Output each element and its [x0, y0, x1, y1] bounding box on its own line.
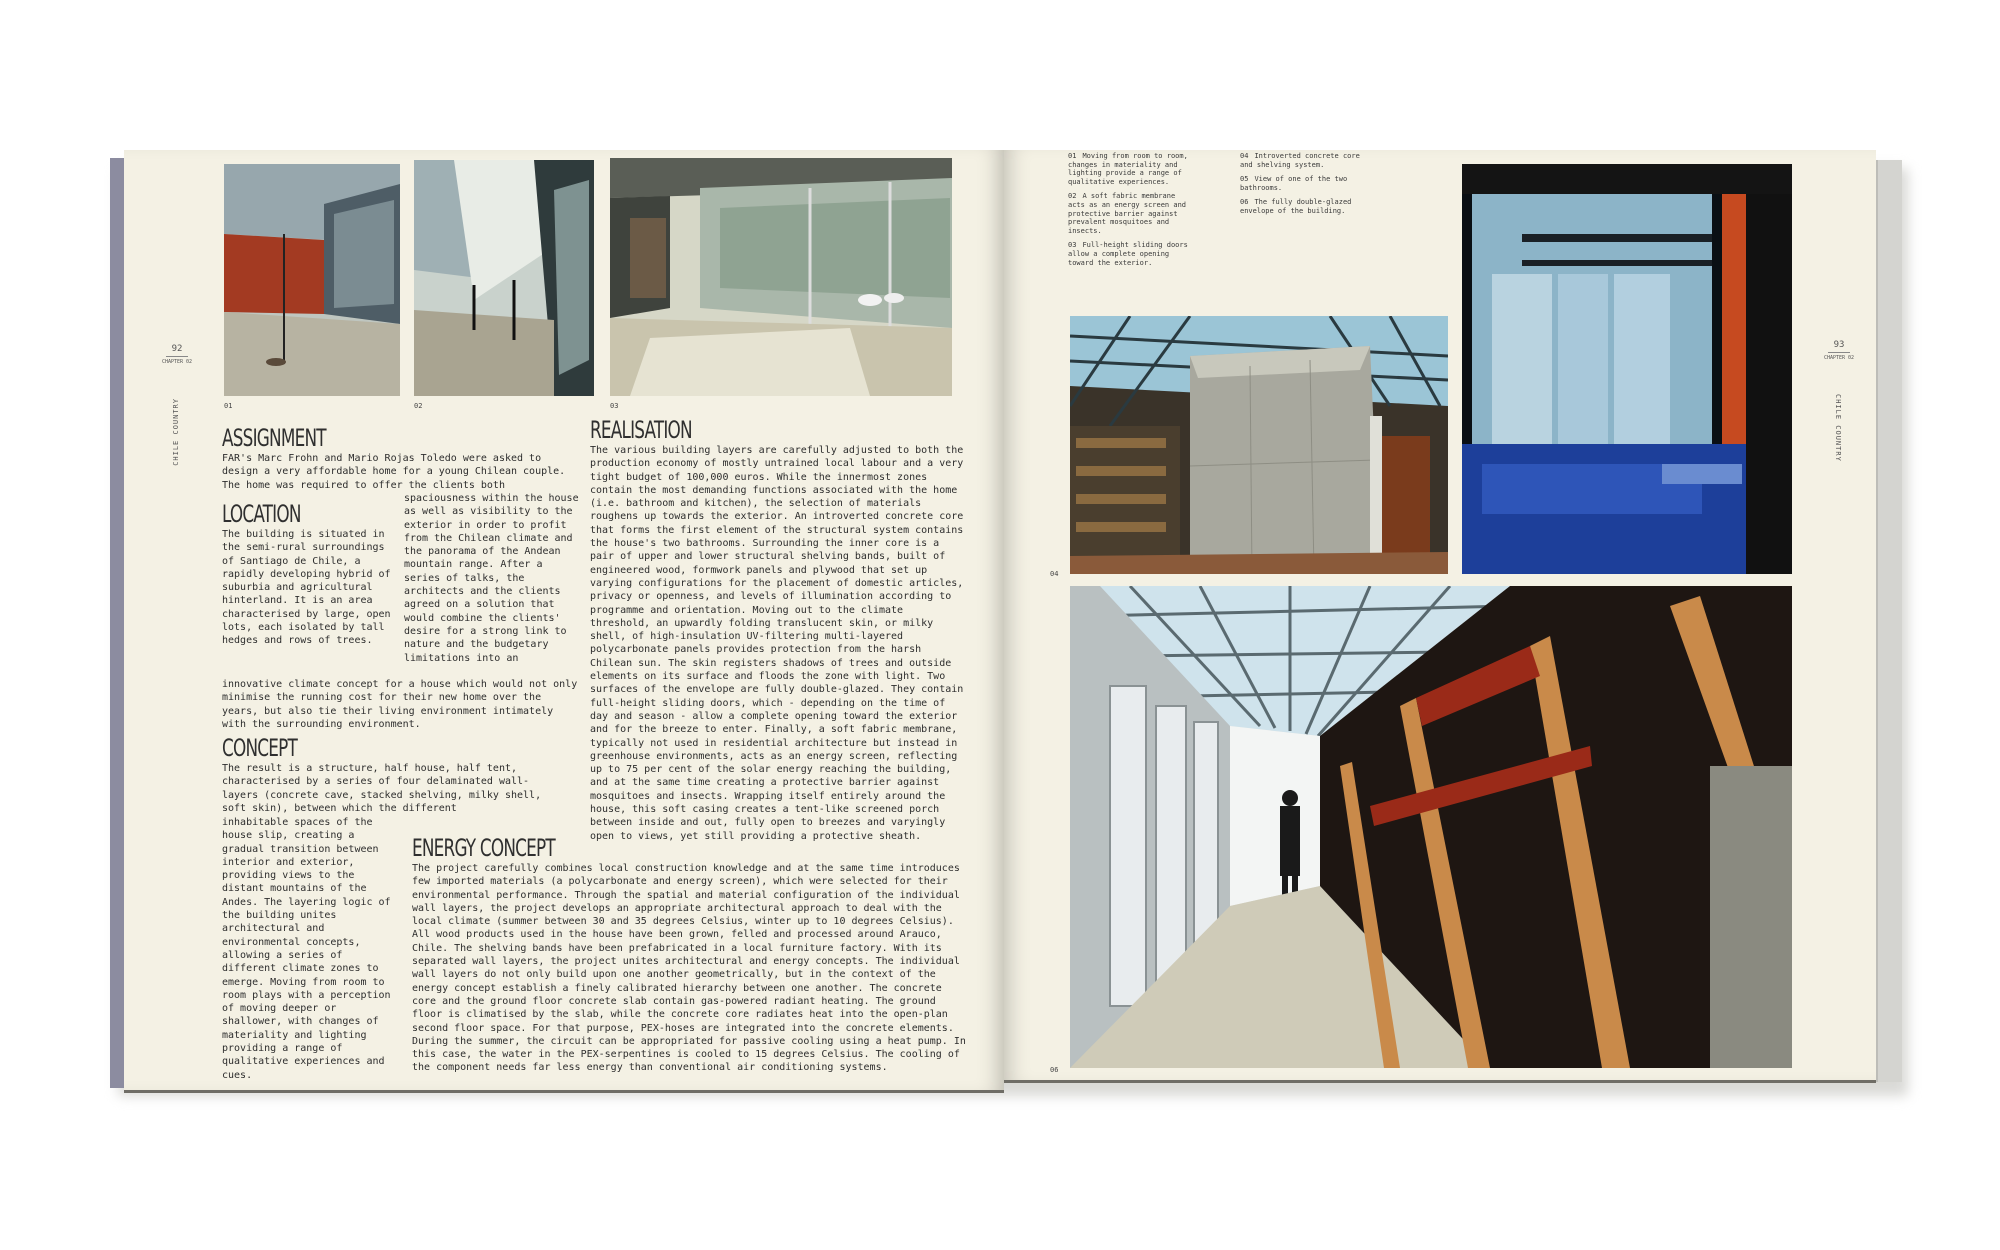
location-text: The building is situated in the semi-rural surroundings of Santiago de Chile, a rapidly developing hybrid of suburbia and agricultural hinterland. It is an area characterised by large, open lots, each isolated by tall hedges and rows of trees.: [222, 529, 391, 647]
heading-concept: CONCEPT: [222, 734, 298, 762]
location-continuation: innovative climate concept for a house which would not only minimise the running cost for their new home over the years, but also tie their living environment intimately with the surrounding environment.: [222, 679, 578, 730]
location-right-text: spaciousness within the house as well as visibility to the exterior in order to profit from the Chilean climate and the panorama of the Andean mountain range. After a series of talks, the architects and the clients agreed on a solution that would combine the clients' desire for a strong link to nature and the budgetary limitations into an: [404, 493, 579, 664]
concept-text: inhabitable spaces of the house slip, creating a gradual transition between interior and exterior, providing views to the distant mountains of the Andes. The layering logic of the building unites architectural and environmental concepts, allowing a series of different climate zones to emerge. Moving from room to room plays with a perception of moving deeper or shallower, with changes of materiality and lighting providing a range of qualitative experiences and cues.: [222, 817, 391, 1081]
photo-03-number: 03: [610, 402, 619, 410]
photo-06-number: 06: [1050, 1066, 1059, 1074]
photo-03: [610, 158, 952, 396]
photo-04-number: 04: [1050, 570, 1059, 578]
book-edge-right: [1876, 160, 1902, 1082]
photo-01-number: 01: [224, 402, 233, 410]
right-page: [1004, 150, 1876, 1083]
captions-column-1: [1068, 152, 1192, 267]
heading-realisation: REALISATION: [590, 416, 692, 444]
left-page-number-block: [160, 344, 194, 365]
left-page: [124, 150, 1004, 1093]
photo-06: [1070, 586, 1792, 1068]
captions-column-2: [1240, 152, 1370, 216]
chapter-label: CHAPTER 02: [1823, 355, 1855, 361]
caption-03: 03 Full-height sliding doors allow a complete opening toward the exterior.: [1068, 241, 1188, 267]
caption-05: 05 View of one of the two bathrooms.: [1240, 175, 1348, 192]
page-number: 92: [171, 344, 183, 354]
photo-01: [224, 164, 400, 396]
assignment-text: FAR's Marc Frohn and Mario Rojas Toledo were asked to design a very affordable home for a young Chilean couple. The home was required to offer the clients both: [222, 453, 566, 491]
caption-02: 02 A soft fabric membrane acts as an energy screen and protective barrier against prevalent mosquitoes and insects.: [1068, 192, 1187, 235]
heading-energy-concept: ENERGY CONCEPT: [412, 834, 555, 862]
vertical-title: CHILE COUNTRY: [1834, 394, 1842, 462]
photo-02: [414, 160, 594, 396]
realisation-text: The various building layers are carefully adjusted to both the production economy of mostly untrained local labour and a very tight budget of 100,000 euros. While the innermost zones contain the most demanding functions associated with the home (i.e. bathroom and kitchen), the selection of materials roughens up towards the exterior. An introverted concrete core that forms the first element of the structural system contains the house's two bathrooms. Surrounding the inner core is a pair of upper and lower structural shelving bands, built of engineered wood, formwork panels and plywood that set up varying configurations for the placement of domestic articles, privacy or openness, and levels of illumination according to programme and orientation. Moving out to the climate threshold, an upwardly folding translucent skin, or milky shell, of high-insulation UV-filtering multi-layered polycarbonate panels provides protection from the harsh Chilean sun. The skin registers shadows of trees and outside elements on its surface and floods the zone with light. Two surfaces of the envelope are fully double-glazed. They contain full-height sliding doors, which - depending on the time of day and season - allow a complete opening toward the exterior and for the breeze to enter. Finally, a soft fabric membrane, typically not used in residential architecture but instead in greenhouse environments, acts as an energy screen, reflecting up to 75 per cent of the solar energy reaching the building, and at the same time creating a protective barrier against mosquitoes and insects. Wrapping itself entirely around the house, this soft casing creates a tent-like screened porch between inside and out, fully open to breezes and varyingly open to views, yet still providing a protective sheath.: [590, 445, 964, 842]
caption-06: 06 The fully double-glazed envelope of the building.: [1240, 198, 1352, 215]
energy-concept-text: The project carefully combines local construction knowledge and at the same time introduces few imported materials (a polycarbonate and energy screen), which were selected for their environmental performance. Through the spatial and material configuration of the individual wall layers, the project develops an appropriate architectural approach to deal with the local climate (summer between 30 and 35 degrees Celsius, winter up to 10 degrees Celsius). All wood products used in the house have been grown, felled and processed around Arauco, Chile. The shelving bands have been prefabricated in a local furniture factory. With its separated wall layers, the project unites architectural and energy concepts. The individual wall layers do not only build upon one another geometrically, but in the context of the energy concept establish a finely calibrated hierarchy between one another. The concrete core and the ground floor concrete slab contain gas-powered radiant heating. The ground floor is climatised by the slab, while the concrete core radiates heat into the open-plan second floor space. For that purpose, PEX-hoses are integrated into the concrete elements. During the summer, the circuit can be appropriated for passive cooling using a heat pump. In this case, the water in the PEX-serpentines is cooled to 15 degrees Celsius. The cooling of the component needs far less energy than conventional air conditioning systems.: [412, 863, 966, 1074]
chapter-label: CHAPTER 02: [161, 359, 193, 365]
heading-location: LOCATION: [222, 500, 301, 528]
heading-assignment: ASSIGNMENT: [222, 424, 326, 452]
vertical-title: CHILE COUNTRY: [172, 398, 180, 466]
photo-02-number: 02: [414, 402, 423, 410]
page-number: 93: [1833, 340, 1845, 350]
right-page-number-block: [1822, 340, 1856, 361]
photo-04: [1070, 316, 1448, 574]
caption-01: 01 Moving from room to room, changes in materiality and lighting provide a range of qualitative experiences.: [1068, 152, 1188, 186]
caption-04: 04 Introverted concrete core and shelving system.: [1240, 152, 1360, 169]
photo-05: [1462, 164, 1792, 574]
concept-intro: The result is a structure, half house, half tent, characterised by a series of four delaminated wall-layers (concrete cave, stacked shelving, milky shell, soft skin), between which the different: [222, 763, 542, 814]
